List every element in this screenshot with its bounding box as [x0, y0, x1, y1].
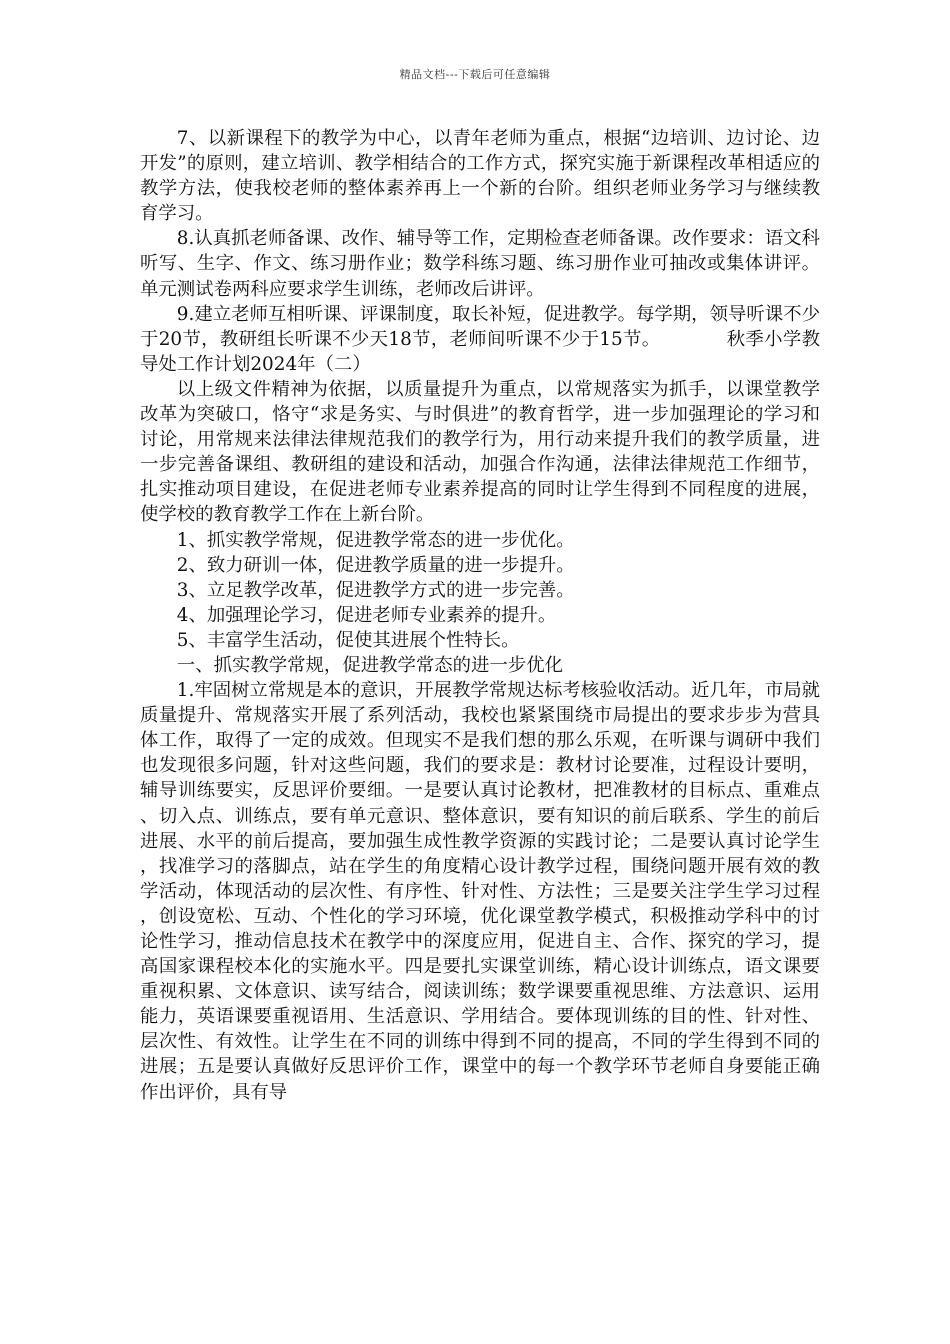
goal-item-4: 4、加强理论学习，促进老师专业素养的提升。 — [176, 604, 557, 626]
section-heading-1: 一、抓实教学常规，促进教学常态的进一步优化 — [176, 654, 564, 676]
paragraph-9 — [140, 302, 820, 377]
paragraph-9-text: 9.建立老师互相听课、评课制度，取长补短，促进教学。每学期，领导听课不少于20节，教研组长听课不少天18节，老师间听课不少于15节。 — [140, 303, 820, 350]
goal-item-2: 2、致力研训一体，促进教学质量的进一步提升。 — [176, 554, 575, 576]
document-body — [140, 126, 820, 1105]
paragraph-7: 7、以新课程下的教学为中心，以青年老师为重点，根据“边培训、边讨论、边开发”的原则，建立培训、教学相结合的工作方式，探究实施于新课程改革相适应的教学方法，使我校老师的整体素养再上一个新的台阶。组织老师业务学习与继续教育学习。 — [140, 128, 820, 225]
paragraph-8: 8.认真抓老师备课、改作、辅导等工作，定期检查老师备课。改作要求：语文科听写、生字、作文、练习册作业；数学科练习题、练习册作业可抽改或集体讲评。单元测试卷两科应要求学生训练，老师改后讲评。 — [140, 228, 820, 300]
goal-item-5: 5、丰富学生活动，促使其进展个性特长。 — [176, 629, 520, 651]
page-header: 精品文档---下载后可任意编辑 — [399, 68, 551, 81]
goal-item-3: 3、立足教学改革，促进教学方式的进一步完善。 — [176, 579, 575, 601]
section-title: 秋季小学教导处工作计划2024年（二） — [140, 328, 820, 375]
goal-item-1: 1、抓实教学常规，促进教学常态的进一步优化。 — [176, 529, 575, 551]
intro-paragraph: 以上级文件精神为依据，以质量提升为重点，以常规落实为抓手，以课堂教学改革为突破口，恪守“求是务实、与时俱进”的教育哲学，进一步加强理论的学习和讨论，用常规来法律法律规范我们的教学行为，用行动来提升我们的教学质量，进一步完善备课组、教研组的建设和活动，加强合作沟通，法律法律规范工作细节，扎实推动项目建设，在促进老师专业素养提高的同时让学生得到不同程度的进展，使学校的教育教学工作在上新台阶。 — [140, 378, 820, 526]
section-1-paragraph-1: 1.牢固树立常规是本的意识，开展教学常规达标考核验收活动。近几年，市局就质量提升、常规落实开展了系列活动，我校也紧紧围绕市局提出的要求步步为营具体工作，取得了一定的成效。但现实不是我们想的那么乐观，在听课与调研中我们也发现很多问题，针对这些问题，我们的要求是：教材讨论要准，过程设计要明，辅导训练要实，反思评价要细。一是要认真讨论教材，把准教材的目标点、重难点、切入点、训练点，要有单元意识、整体意识，要有知识的前后联系、学生的前后进展、水平的前后提高，要加强生成性教学资源的实践讨论；二是要认真讨论学生，找准学习的落脚点，站在学生的角度精心设计教学过程，围绕问题开展有效的教学活动，体现活动的层次性、有序性、针对性、方法性；三是要关注学生学习过程，创设宽松、互动、个性化的学习环境，优化课堂教学模式，积极推动学科中的讨论性学习，推动信息技术在教学中的深度应用，促进自主、合作、探究的学习，提高国家课程校本化的实施水平。四是要扎实课堂训练，精心设计训练点，语文课要重视积累、文体意识、读写结合，阅读训练；数学课要重视思维、方法意识、运用能力，英语课要重视语用、生活意识、学用结合。要体现训练的目的性、针对性、层次性、有效性。让学生在不同的训练中得到不同的提高，不同的学生得到不同的进展；五是要认真做好反思评价工作，课堂中的每一个教学环节老师自身要能正确作出评价，具有导 — [140, 680, 820, 1103]
